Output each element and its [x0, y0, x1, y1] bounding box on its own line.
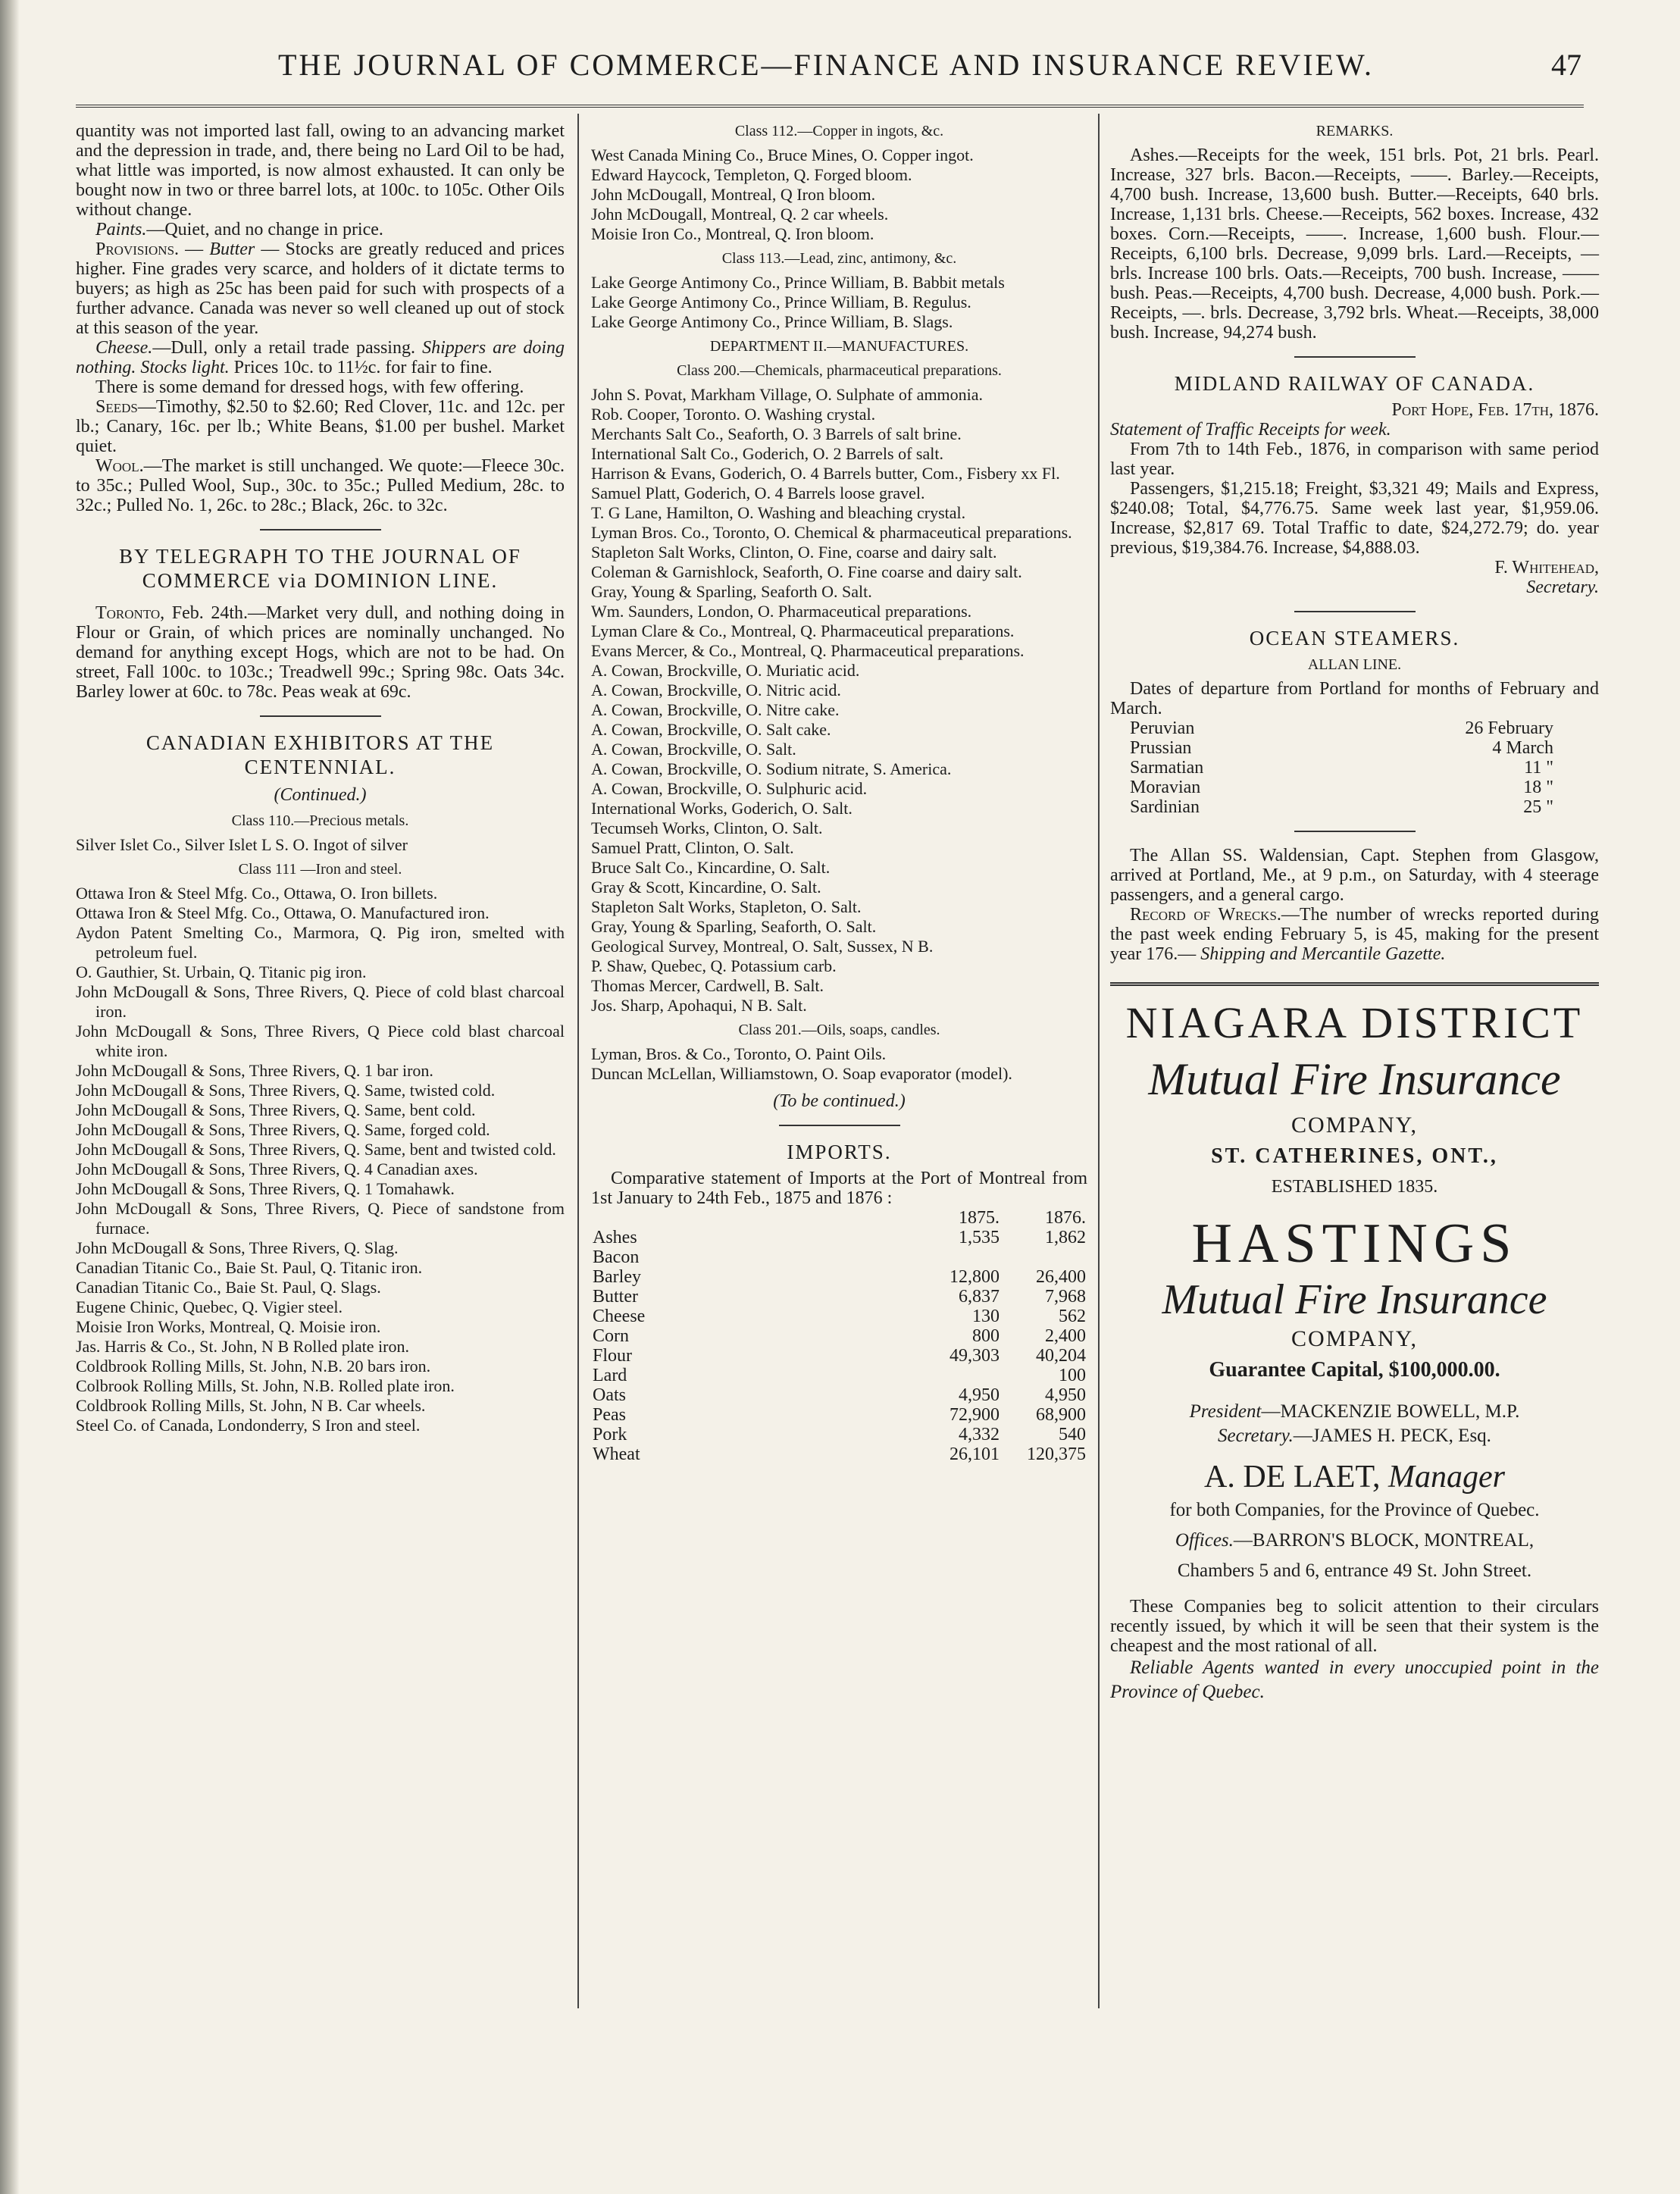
table-cell-1875: 4,950 [959, 1385, 1000, 1405]
section-rule [1294, 831, 1416, 832]
ship-name: Prussian [1130, 738, 1192, 758]
table-cell-1876: 4,950 [1045, 1385, 1086, 1405]
niagara-mutual: Mutual Fire Insurance [1148, 1054, 1561, 1104]
list-item: Lyman, Bros. & Co., Toronto, O. Paint Oils. [591, 1044, 887, 1063]
table-cell-1875: 26,101 [949, 1444, 1000, 1464]
section-rule [260, 529, 381, 531]
list-item: Colbrook Rolling Mills, St. John, N.B. Rolled plate iron. [76, 1376, 455, 1395]
table-row [591, 1385, 1087, 1405]
year-1876: 1876. [1045, 1208, 1086, 1228]
paints-paragraph [76, 220, 565, 239]
list-item: West Canada Mining Co., Bruce Mines, O. Copper ingot. [591, 146, 974, 164]
list-item: A. Cowan, Brockville, O. Nitre cake. [591, 700, 840, 719]
secretary-name: —JAMES H. PECK, Esq. [1293, 1426, 1491, 1446]
list-item: Coldbrook Rolling Mills, St. John, N.B. 20 bars iron. [76, 1357, 431, 1376]
list-item: O. Gauthier, St. Urbain, Q. Titanic pig iron. [76, 962, 367, 981]
to-be-continued: (To be continued.) [773, 1091, 906, 1111]
niagara-location: ST. CATHERINES, ONT., [1211, 1144, 1498, 1168]
table-cell-1876: 540 [1059, 1425, 1086, 1444]
table-row [591, 1267, 1087, 1287]
class-113-heading: Class 113.—Lead, zinc, antimony, &c. [721, 250, 957, 267]
ship-list [1110, 718, 1599, 817]
table-cell-1876: 100 [1059, 1366, 1086, 1385]
table-row [591, 1287, 1087, 1307]
table-row [591, 1326, 1087, 1346]
hogs-paragraph: There is some demand for dressed hogs, with few offering. [95, 377, 524, 397]
exhibitor-list [591, 1044, 1087, 1084]
class-200-heading: Class 200.—Chemicals, pharmaceutical preparations. [677, 362, 1002, 379]
provisions-text: — Stocks are greatly reduced and prices higher. Fine grades very scarce, and holders of it dictate terms to buyers; as high as 25c has been paid for such with prospects of a further advance. Canada was never so well cleaned up out of stock at this season of the year. [76, 239, 565, 338]
table-cell-1875 [915, 1247, 1001, 1267]
list-item: Rob. Cooper, Toronto. O. Washing crystal. [591, 405, 876, 424]
ad-body: These Companies beg to solicit attention to their circulars recently issued, by which it will be seen that their system is the cheapest and the most rational of all. [1110, 1597, 1599, 1656]
ship-row [1130, 718, 1553, 738]
list-item: John S. Povat, Markham Village, O. Sulphate of ammonia. [591, 385, 984, 404]
imports-intro: Comparative statement of Imports at the Port of Montreal from 1st January to 24th Feb., 1875 and 1876 : [591, 1169, 1087, 1208]
list-item: Samuel Pratt, Clinton, O. Salt. [591, 838, 794, 857]
table-cell-1875: 4,332 [959, 1425, 1000, 1444]
cheese-label: Cheese. [95, 338, 153, 358]
midland-subtitle: Statement of Traffic Receipts for week. [1110, 420, 1391, 440]
exhibitors-heading: CANADIAN EXHIBITORS AT THE CENTENNIAL. [145, 731, 495, 778]
hastings-title: HASTINGS [1191, 1213, 1518, 1275]
page-edge-shadow [0, 0, 20, 2194]
list-item: Lyman Bros. Co., Toronto, O. Chemical & pharmaceutical preparations. [591, 523, 1072, 542]
ship-date: 26 February [1465, 718, 1553, 738]
continued-label: (Continued.) [274, 785, 367, 805]
table-row [591, 1346, 1087, 1366]
table-cell-item: Lard [593, 1366, 627, 1385]
table-cell-1875: 130 [972, 1307, 1000, 1326]
table-cell-item: Barley [593, 1267, 641, 1287]
list-item: John McDougall & Sons, Three Rivers, Q. Same, forged cold. [76, 1120, 490, 1139]
ocean-heading: OCEAN STEAMERS. [1249, 627, 1460, 649]
cheese-prices: Prices 10c. to 11½c. for fair to fine. [233, 358, 493, 377]
section-rule [1294, 611, 1416, 612]
imports-heading: IMPORTS. [787, 1141, 892, 1163]
table-cell-1876: 2,400 [1045, 1326, 1086, 1346]
president-name: —MACKENZIE BOWELL, M.P. [1261, 1401, 1520, 1422]
table-cell-item: Peas [593, 1405, 626, 1425]
list-item: A. Cowan, Brockville, O. Salt. [591, 740, 796, 759]
section-rule [779, 1125, 900, 1126]
wrecks-source: Shipping and Mercantile Gazette. [1200, 944, 1446, 964]
midland-date: Port Hope, Feb. 17th, 1876. [1391, 400, 1599, 420]
table-cell-1875: 72,900 [949, 1405, 1000, 1425]
niagara-title: NIAGARA DISTRICT [1125, 998, 1584, 1047]
offices-line [1110, 1529, 1599, 1553]
list-item: Jas. Harris & Co., St. John, N B Rolled plate iron. [76, 1337, 409, 1356]
secretary-line [1110, 1424, 1599, 1448]
secretary-label: Secretary. [1218, 1426, 1294, 1446]
ship-date: 18 " [1523, 778, 1553, 797]
list-item: Thomas Mercer, Cardwell, B. Salt. [591, 976, 824, 995]
wool-label: Wool. [95, 456, 144, 476]
table-cell-1876: 68,900 [1036, 1405, 1086, 1425]
table-row [591, 1444, 1087, 1464]
table-cell-item: Pork [593, 1425, 627, 1444]
table-cell-item: Oats [593, 1385, 626, 1405]
cheese-paragraph [76, 338, 565, 377]
list-item: Merchants Salt Co., Seaforth, O. 3 Barrels of salt brine. [591, 424, 962, 443]
table-row [591, 1405, 1087, 1425]
column-2 [591, 121, 1087, 1464]
list-item: John McDougall & Sons, Three Rivers, Q. Same, bent and twisted cold. [76, 1140, 556, 1159]
column-3 [1110, 121, 1599, 1704]
ship-row [1130, 738, 1553, 758]
table-cell-item: Ashes [593, 1228, 637, 1247]
table-cell-1875 [915, 1366, 1001, 1385]
list-item: Ottawa Iron & Steel Mfg. Co., Ottawa, O. Iron billets. [76, 884, 438, 903]
table-row [591, 1307, 1087, 1326]
president-line [1110, 1400, 1599, 1424]
telegraph-paragraph [76, 603, 565, 702]
table-row [591, 1425, 1087, 1444]
ocean-intro: Dates of departure from Portland for months of February and March. [1110, 679, 1599, 718]
wrecks-text: —The number of wrecks reported during the past week ending February 5, is 45, making for the present year 176.— [1110, 905, 1599, 964]
table-cell-1876: 26,400 [1036, 1267, 1086, 1287]
table-cell-1876: 562 [1059, 1307, 1086, 1326]
exhibitor-list [591, 146, 1087, 244]
list-item: Bruce Salt Co., Kincardine, O. Salt. [591, 858, 831, 877]
table-cell-1875: 6,837 [959, 1287, 1000, 1307]
table-cell-item: Cheese [593, 1307, 646, 1326]
column-divider [1098, 114, 1100, 2008]
oils-paragraph: quantity was not imported last fall, owing to an advancing market and the depression in trade, and, there being no Lard Oil to be had, what little was imported, is now almost exhausted. It can only be bought now in two or three barrel lots, at 100c. to 105c. Other Oils without change. [76, 121, 565, 220]
guarantee-capital: Guarantee Capital, $100,000.00. [1209, 1358, 1500, 1382]
list-item: Lake George Antimony Co., Prince William, B. Babbit metals [591, 273, 1005, 292]
list-item: John McDougall & Sons, Three Rivers, Q Piece cold blast charcoal white iron. [76, 1022, 565, 1060]
insurance-advertisement [1110, 998, 1599, 1704]
table-cell-item: Butter [593, 1287, 638, 1307]
list-item: Lake George Antimony Co., Prince William, B. Regulus. [591, 293, 971, 311]
wrecks-label: Record of Wrecks. [1130, 905, 1281, 925]
class-111-heading: Class 111 —Iron and steel. [238, 861, 402, 878]
list-item: Samuel Platt, Goderich, O. 4 Barrels loose gravel. [591, 484, 925, 502]
exhibitor-list [591, 273, 1087, 332]
list-item: John McDougall & Sons, Three Rivers, Q. Piece of cold blast charcoal iron. [76, 982, 565, 1021]
list-item: Eugene Chinic, Quebec, Q. Vigier steel. [76, 1297, 343, 1316]
list-item: International Salt Co., Goderich, O. 2 Barrels of salt. [591, 444, 943, 463]
list-item: Gray & Scott, Kincardine, O. Salt. [591, 878, 821, 897]
table-row [591, 1228, 1087, 1247]
list-item: Steel Co. of Canada, Londonderry, S Iron and steel. [76, 1416, 421, 1435]
class-110-heading: Class 110.—Precious metals. [231, 812, 409, 829]
table-cell-1876: 120,375 [1027, 1444, 1086, 1464]
wool-paragraph [76, 456, 565, 515]
list-item: A. Cowan, Brockville, O. Sulphuric acid. [591, 779, 868, 798]
list-item: Jos. Sharp, Apohaqui, N B. Salt. [591, 996, 807, 1015]
list-item: Duncan McLellan, Williamstown, O. Soap evaporator (model). [591, 1064, 1012, 1083]
section-rule [1294, 356, 1416, 358]
list-item: Gray, Young & Sparling, Seaforth O. Salt. [591, 582, 872, 601]
list-item: John McDougall, Montreal, Q. 2 car wheels. [591, 205, 889, 224]
list-item: Stapleton Salt Works, Clinton, O. Fine, coarse and dairy salt. [591, 543, 997, 562]
hastings-mutual: Mutual Fire Insurance [1162, 1276, 1547, 1323]
for-both-line: for both Companies, for the Province of Quebec. [1169, 1500, 1540, 1520]
list-item: Edward Haycock, Templeton, Q. Forged bloom. [591, 165, 912, 184]
niagara-company: COMPANY, [1291, 1113, 1418, 1138]
table-cell-item: Corn [593, 1326, 629, 1346]
list-item: P. Shaw, Quebec, Q. Potassium carb. [591, 956, 837, 975]
ship-row [1130, 797, 1553, 817]
running-head: THE JOURNAL OF COMMERCE—FINANCE AND INSURANCE REVIEW. [277, 48, 1375, 82]
list-item: John McDougall & Sons, Three Rivers, Q. 1 Tomahawk. [76, 1179, 455, 1198]
table-cell-item: Wheat [593, 1444, 640, 1464]
midland-signature: F. Whitehead, [1494, 558, 1599, 577]
class-201-heading: Class 201.—Oils, soaps, candles. [738, 1022, 940, 1038]
midland-role: Secretary. [1526, 577, 1599, 597]
midland-paragraph: From 7th to 14th Feb., 1876, in comparison with same period last year. [1110, 440, 1599, 479]
ship-row [1130, 778, 1553, 797]
exhibitor-list [591, 385, 1087, 1016]
list-item: A. Cowan, Brockville, O. Salt cake. [591, 720, 831, 739]
list-item: Tecumseh Works, Clinton, O. Salt. [591, 818, 823, 837]
list-item: Lake George Antimony Co., Prince William, B. Slags. [591, 312, 953, 331]
list-item: John McDougall & Sons, Three Rivers, Q. 4 Canadian axes. [76, 1160, 478, 1178]
list-item: A. Cowan, Brockville, O. Nitric acid. [591, 681, 841, 700]
telegraph-heading: BY TELEGRAPH TO THE JOURNAL OF COMMERCE via DOMINION LINE. [119, 545, 521, 592]
waldensian-paragraph: The Allan SS. Waldensian, Capt. Stephen from Glasgow, arrived at Portland, Me., at 9 p.m., on Saturday, with 4 steerage passengers, and a general cargo. [1110, 846, 1599, 905]
table-cell-1875: 12,800 [949, 1267, 1000, 1287]
list-item: Lyman Clare & Co., Montreal, Q. Pharmaceutical preparations. [591, 621, 1015, 640]
seeds-paragraph [76, 397, 565, 456]
column-divider [577, 114, 579, 2008]
table-header-row [591, 1208, 1087, 1228]
cheese-text: —Dull, only a retail trade passing. [152, 338, 415, 358]
ad-rule [1110, 982, 1599, 991]
ship-name: Peruvian [1130, 718, 1195, 738]
wrecks-paragraph [1110, 905, 1599, 964]
page-number: 47 [1551, 48, 1581, 82]
list-item: Ottawa Iron & Steel Mfg. Co., Ottawa, O. Manufactured iron. [76, 903, 490, 922]
list-item: John McDougall, Montreal, Q Iron bloom. [591, 185, 876, 204]
paints-label: Paints. [95, 220, 147, 239]
table-cell-item: Flour [593, 1346, 633, 1366]
header-rule [76, 105, 1584, 112]
manager-title: Manager [1388, 1460, 1505, 1494]
ship-date: 25 " [1523, 797, 1553, 817]
list-item: T. G Lane, Hamilton, O. Washing and bleaching crystal. [591, 503, 966, 522]
list-item: John McDougall & Sons, Three Rivers, Q. Same, twisted cold. [76, 1081, 496, 1100]
ship-row [1130, 758, 1553, 778]
ship-date: 4 March [1492, 738, 1553, 758]
list-item: Moisie Iron Co., Montreal, Q. Iron bloom. [591, 224, 874, 243]
list-item: John McDougall & Sons, Three Rivers, Q. Slag. [76, 1238, 399, 1257]
ad-agents: Reliable Agents wanted in every unoccupied point in the Province of Quebec. [1110, 1657, 1599, 1702]
chambers-line: Chambers 5 and 6, entrance 49 St. John Street. [1177, 1560, 1532, 1581]
ship-name: Moravian [1130, 778, 1201, 797]
seeds-label: Seeds [95, 397, 138, 417]
list-item: A. Cowan, Brockville, O. Sodium nitrate, S. America. [591, 759, 952, 778]
list-item: John McDougall & Sons, Three Rivers, Q. Piece of sandstone from furnace. [76, 1199, 565, 1238]
table-row [591, 1247, 1087, 1267]
list-item: Coleman & Garnishlock, Seaforth, O. Fine coarse and dairy salt. [591, 562, 1022, 581]
list-item: Moisie Iron Works, Montreal, Q. Moisie iron. [76, 1317, 381, 1336]
section-rule [260, 715, 381, 717]
midland-figures: Passengers, $1,215.18; Freight, $3,321 49; Mails and Express, $240.08; Total, $4,776.75. Same week last year, $1,959.06. Increase, $2,817 69. Total Traffic to date, $24,272.79; do. year previous, $19,384.76. Increase, $4,888.03. [1110, 479, 1599, 558]
president-label: President [1189, 1401, 1262, 1422]
column-1 [76, 121, 565, 1435]
table-cell-1875: 800 [972, 1326, 1000, 1346]
class-112-heading: Class 112.—Copper in ingots, &c. [734, 123, 944, 139]
ship-name: Sardinian [1130, 797, 1200, 817]
list-item: Aydon Patent Smelting Co., Marmora, Q. Pig iron, smelted with petroleum fuel. [76, 923, 565, 962]
telegraph-text: Feb. 24th.—Market very dull, and nothing doing in Flour or Grain, of which prices are nominally unchanged. No demand for anything except Hogs, which are not to be had. On street, Fall 100c. to 103c.; Treadwell 99c.; Spring 98c. Oats 34c. Barley lower at 60c. to 78c. Peas weak at 69c. [76, 603, 565, 702]
table-cell-1876: 1,862 [1045, 1228, 1086, 1247]
list-item: John McDougall & Sons, Three Rivers, Q. Same, bent cold. [76, 1100, 476, 1119]
manager-line [1110, 1456, 1599, 1498]
remarks-paragraph: Ashes.—Receipts for the week, 151 brls. Pot, 21 brls. Pearl. Increase, 327 brls. Bacon.—Receipts, ——. Barley.—Receipts, 4,700 bush. Increase, 13,600 bush. Butter.—Receipts, 640 brls. Increase, 1,131 brls. Cheese.—Receipts, 562 boxes. Increase, 432 boxes. Corn.—Receipts, ——. Increase, 1,600 bush. Flour.—Receipts, 6,100 brls. Decrease, 9,099 brls. Lard.—Receipts, — brls. Increase 100 brls. Oats.—Receipts, 700 bush. Increase, —— bush. Peas.—Receipts, 4,700 bush. Decrease, 4,000 bush. Pork.—Receipts, —. brls. Decrease, 3,792 brls. Wheat.—Receipts, 38,000 bush. Increase, 94,274 bush. [1110, 146, 1599, 343]
table-cell-1875: 49,303 [949, 1346, 1000, 1366]
paints-text: —Quiet, and no change in price. [146, 220, 383, 239]
manager-name: A. DE LAET, [1204, 1460, 1381, 1494]
list-item: Canadian Titanic Co., Baie St. Paul, Q. Titanic iron. [76, 1258, 423, 1277]
table-cell-item: Bacon [593, 1247, 640, 1267]
table-row [591, 1366, 1087, 1385]
provisions-paragraph: Provisions. — Butter — Stocks are greatly reduced and prices higher. Fine grades very scarce, and holders of it dictate terms to buyers; as high as 25c has been paid for such with prospects of a further advance. Canada was never so well cleaned up out of stock at this season of the year. [76, 239, 565, 338]
list-item: Wm. Saunders, London, O. Pharmaceutical preparations. [591, 602, 972, 621]
hastings-company: COMPANY, [1291, 1326, 1418, 1351]
telegraph-place: Toronto, [95, 603, 165, 623]
list-item: Gray, Young & Sparling, Seaforth, O. Salt. [591, 917, 877, 936]
table-cell-1875: 1,535 [959, 1228, 1000, 1247]
offices-address: —BARRON'S BLOCK, MONTREAL, [1233, 1530, 1535, 1551]
ship-name: Sarmatian [1130, 758, 1204, 778]
ship-date: 11 " [1524, 758, 1553, 778]
list-item: Evans Mercer, & Co., Montreal, Q. Pharmaceutical preparations. [591, 641, 1025, 660]
table-cell-1876 [1001, 1247, 1087, 1267]
department-heading: DEPARTMENT II.—MANUFACTURES. [709, 338, 969, 355]
list-item: Canadian Titanic Co., Baie St. Paul, Q. Slags. [76, 1278, 381, 1297]
list-item: Silver Islet Co., Silver Islet L S. O. Ingot of silver [76, 835, 408, 854]
imports-table [591, 1208, 1087, 1464]
table-cell-1876: 7,968 [1045, 1287, 1086, 1307]
exhibitor-list [76, 884, 565, 1435]
provisions-label: Provisions. [95, 239, 180, 259]
year-1875: 1875. [959, 1208, 1000, 1228]
list-item: Harrison & Evans, Goderich, O. 4 Barrels butter, Com., Fisbery xx Fl. [591, 464, 1060, 483]
niagara-established: ESTABLISHED 1835. [1271, 1177, 1438, 1197]
wool-text: —The market is still unchanged. We quote:—Fleece 30c. to 35c.; Pulled Wool, Sup., 30c. to 35c.; Pulled Medium, 28c. to 32c.; Pulled No. 1, 26c. to 28c.; Black, 26c. to 32c. [76, 456, 565, 515]
list-item: Stapleton Salt Works, Stapleton, O. Salt. [591, 897, 862, 916]
cheese-italic: Shippers are doing nothing. Stocks light. [76, 338, 565, 377]
seeds-text: —Timothy, $2.50 to $2.60; Red Clover, 11c. and 12c. per lb.; Canary, 16c. per lb.; White Beans, $1.00 per bushel. Market quiet. [76, 397, 565, 456]
list-item: John McDougall & Sons, Three Rivers, Q. 1 bar iron. [76, 1061, 433, 1080]
table-cell-1876: 40,204 [1036, 1346, 1086, 1366]
list-item: International Works, Goderich, O. Salt. [591, 799, 853, 818]
offices-label: Offices. [1175, 1530, 1234, 1551]
list-item: Coldbrook Rolling Mills, St. John, N B. Car wheels. [76, 1396, 426, 1415]
butter-label: Butter [209, 239, 255, 259]
midland-heading: MIDLAND RAILWAY OF CANADA. [1174, 372, 1535, 395]
list-item: Geological Survey, Montreal, O. Salt, Sussex, N B. [591, 937, 934, 956]
list-item: A. Cowan, Brockville, O. Muriatic acid. [591, 661, 860, 680]
ocean-subheading: ALLAN LINE. [1307, 656, 1402, 673]
remarks-heading: REMARKS. [1316, 123, 1394, 139]
